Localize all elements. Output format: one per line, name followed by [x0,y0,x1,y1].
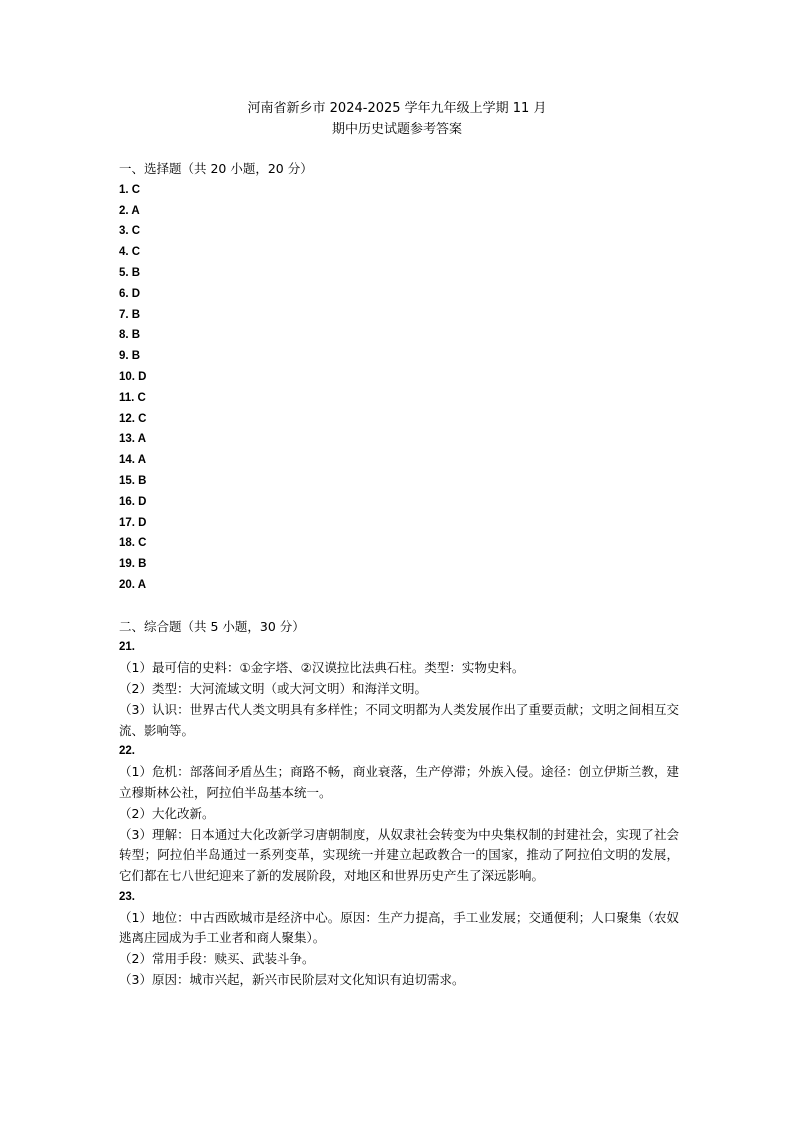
answer-part: （2）常用手段：赎买、武装斗争。 [119,951,315,967]
mcq-answer: 7. B [119,308,141,321]
mcq-answer: 12. C [119,412,147,425]
answer-content [119,159,679,991]
question-23 [119,887,679,991]
mcq-answer: 10. D [119,370,147,383]
mcq-answer: 3. C [119,225,141,238]
section-heading-comprehensive: 二、综合题（共 5 小题，30 分） [119,618,305,634]
mcq-answer: 15. B [119,474,147,487]
mcq-answer: 19. B [119,558,147,571]
answer-part: （2）类型：大河流域文明（或大河文明）和海洋文明。 [119,680,427,696]
mcq-answer: 2. A [119,204,140,217]
mcq-answer: 17. D [119,516,147,529]
title-line-2: 期中历史试题参考答案 [331,122,462,137]
mcq-answer: 14. A [119,454,147,467]
document-title [0,98,794,140]
question-21 [119,637,679,741]
answer-part: （1）地位：中古西欧城市是经济中心。原因：生产力提高，手工业发展；交通便利；人口聚集（农奴逃离庄园成为手工业者和商人聚集）。 [119,909,679,946]
answer-part: （3）原因：城市兴起，新兴市民阶层对文化知识有迫切需求。 [119,972,465,988]
question-number: 23. [119,890,135,903]
answer-part: （3）理解：日本通过大化改新学习唐朝制度，从奴隶社会转变为中央集权制的封建社会，实现了社会转型；阿拉伯半岛通过一系列变革，实现统一并建立起政教合一的国家，推动了阿拉伯文明的发展，它们都在七八世纪迎来了新的发展阶段，对地区和世界历史产生了深远影响。 [119,826,679,884]
question-number: 21. [119,641,135,654]
mcq-answer: 6. D [119,287,141,300]
mcq-answer: 5. B [119,266,141,279]
mcq-answer: 16. D [119,495,147,508]
answer-part: （1）最可信的史料：①金字塔、②汉谟拉比法典石柱。类型：实物史料。 [119,660,525,676]
multiple-choice-answer-list [119,180,679,596]
mcq-answer: 20. A [119,578,147,591]
mcq-answer: 8. B [119,329,141,342]
answer-part: （3）认识：世界古代人类文明具有多样性；不同文明都为人类发展作出了重要贡献；文明之间相互交流、影响等。 [119,701,679,738]
mcq-answer: 4. C [119,246,141,259]
mcq-answer: 11. C [119,391,146,404]
mcq-answer: 18. C [119,537,147,550]
title-line-1: 河南省新乡市 2024-2025 学年九年级上学期 11 月 [247,101,547,116]
answer-part: （2）大化改新。 [119,805,215,821]
question-22 [119,741,679,887]
mcq-answer: 13. A [119,433,147,446]
mcq-answer: 9. B [119,350,141,363]
section-heading-multiple-choice: 一、选择题（共 20 小题，20 分） [119,161,313,176]
answer-part: （1）危机：部落间矛盾丛生；商路不畅，商业衰落，生产停滞；外族入侵。途径：创立伊斯兰教，建立穆斯林公社，阿拉伯半岛基本统一。 [119,764,679,800]
section-spacer [119,596,679,617]
question-number: 22. [119,745,135,758]
mcq-answer: 1. C [119,183,141,196]
